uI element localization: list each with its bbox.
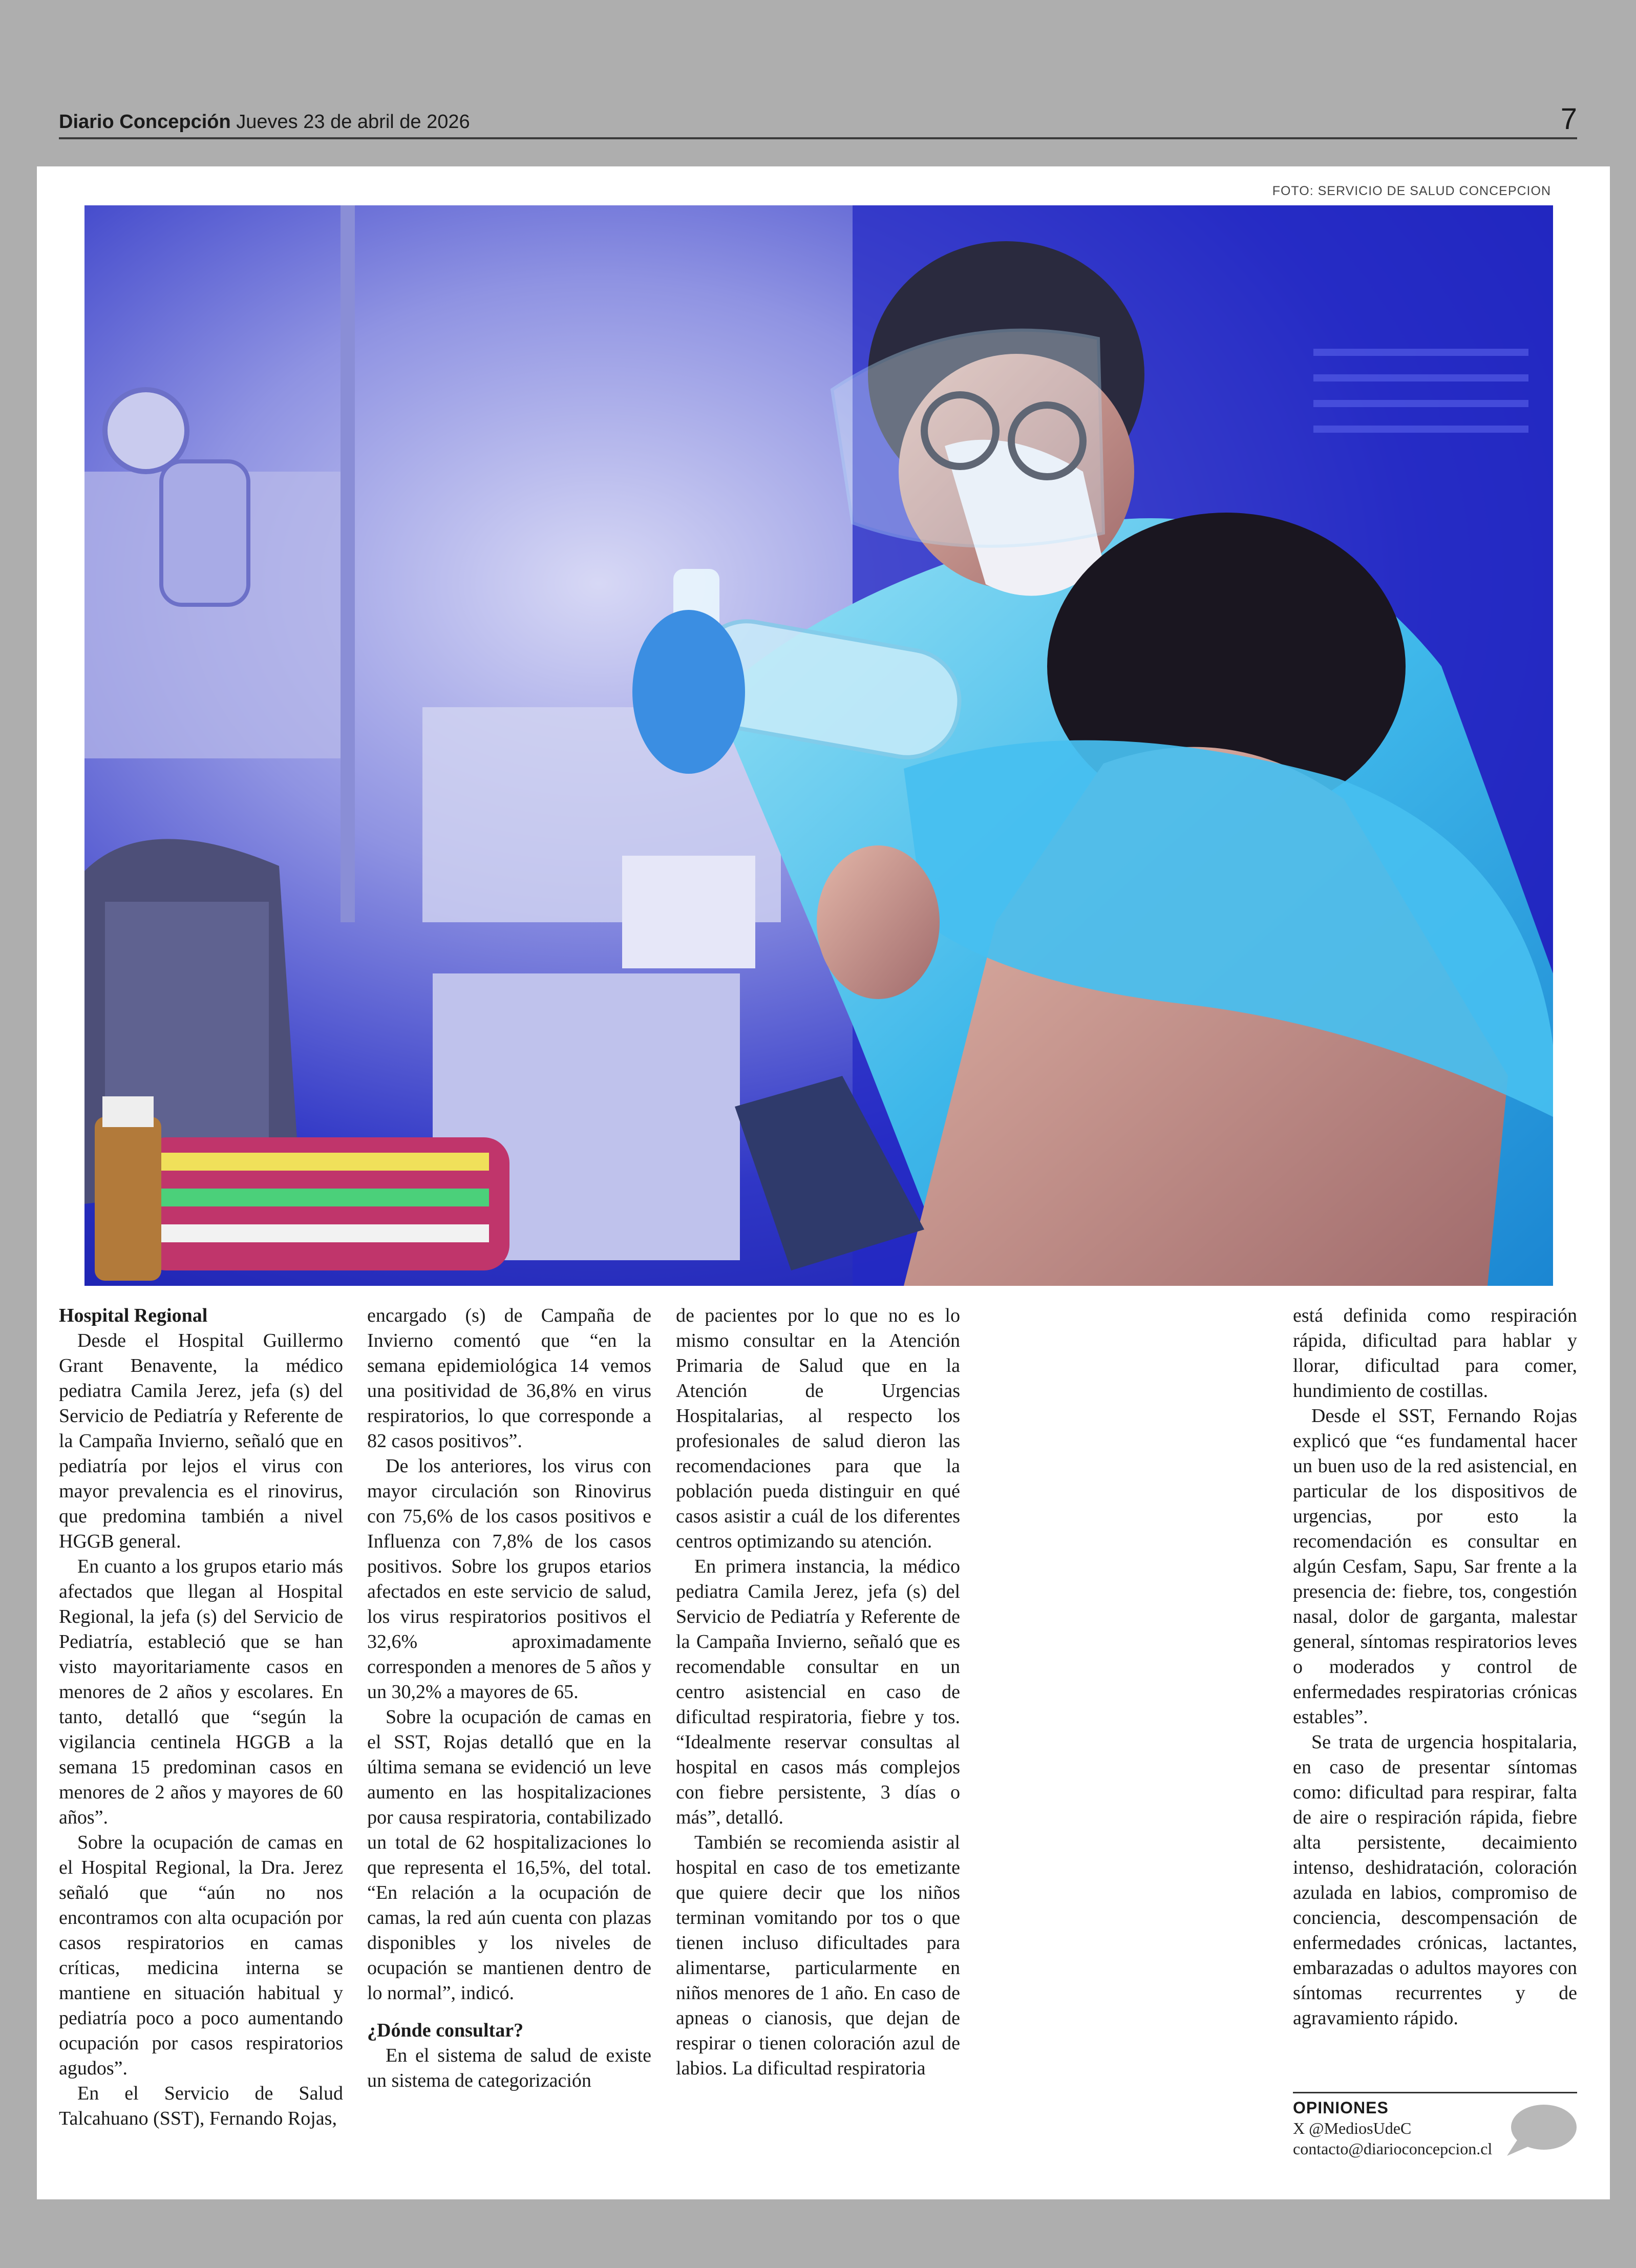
paragraph: Desde el SST, Fernando Rojas explicó que “es fundamental hacer un buen uso de la red asistencial, en particular de los dispositivos de urgencias, por esto la recomendación es consultar en algún Cesfam, Sapu, Sar frente a la presencia de: fiebre, tos, congestión nasal, dolor de garganta, malestar general, síntomas respiratorios leves o moderados y control de enfermedades respiratorias crónicas estables”. xyxy=(1293,1405,1577,1728)
paragraph: En el sistema de salud de existe un sistema de categorización xyxy=(367,2045,651,2091)
paragraph: encargado (s) de Campaña de Invierno comentó que “en la semana epidemiológica 14 vemos una positividad de 36,8% en virus respiratorios, lo que corresponde a 82 casos positivos”. xyxy=(367,1305,651,1452)
paragraph: En cuanto a los grupos etario más afectados que llegan al Hospital Regional, la jefa (s) del Servicio de Pediatría, estableció que se han visto mayoritariamente casos en menores de 2 años y escolares. En tanto, detalló que “según la vigilancia centinela HGGB a la semana 15 predominan casos en menores de 2 años y mayores de 60 años”. xyxy=(59,1556,343,1828)
newspaper-page xyxy=(37,166,1610,2199)
opinions-email[interactable]: contacto@diarioconcepcion.cl xyxy=(1293,2139,1493,2158)
publication-date: Jueves 23 de abril de 2026 xyxy=(236,111,470,133)
article-column-5 xyxy=(1293,1303,1577,2031)
paragraph: De los anteriores, los virus con mayor circulación son Rinovirus con 75,6% de los casos positivos e Influenza con 7,8% de los casos positivos. Sobre los grupos etarios afectados en este servicio de salud, los virus respiratorios positivos el 32,6% aproximadamente corresponden a menores de 5 años y un 30,2% a mayores de 65. xyxy=(367,1455,651,1703)
paragraph: está definida como respiración rápida, dificultad para hablar y llorar, dificultad para comer, hundimiento de costillas. xyxy=(1293,1305,1577,1402)
photo-illustration xyxy=(84,205,1553,1286)
page-number: 7 xyxy=(1560,102,1577,136)
paragraph: Sobre la ocupación de camas en el Hospital Regional, la Dra. Jerez señaló que “aún no nos encontramos con alta ocupación por casos respiratorios en camas críticas, medicina interna se mantiene en situación habitual y pediatría poco a poco aumentando ocupación por casos respiratorios agudos”. xyxy=(59,1832,343,2079)
paragraph: Sobre la ocupación de camas en el SST, Rojas detalló que en la última semana se evidenció un leve aumento en las hospitalizaciones por causa respiratoria, contabilizado un total de 62 hospitalizaciones lo que representa el 16,5%, del total. “En relación a la ocupación de camas, la red aún cuenta con plazas disponibles y los niveles de ocupación se mantienen dentro de lo normal”, indicó. xyxy=(367,1706,651,2004)
speech-bubble-icon xyxy=(1503,2103,1577,2159)
paragraph: Se trata de urgencia hospitalaria, en caso de presentar síntomas como: dificultad para respirar, falta de aire o respiración rápida, fiebre alta persistente, decaimiento intenso, deshidratación, coloración azulada en labios, compromiso de conciencia, descompensación de enfermedades crónicas, lactantes, embarazadas o adultos mayores con síntomas recurrentes y de agravamiento rápido. xyxy=(1293,1731,1577,2029)
paragraph: de pacientes por lo que no es lo mismo consultar en la Atención Primaria de Salud que en la Atención de Urgencias Hospitalarias, al respecto los profesionales de salud dieron las recomendaciones para que la población pueda distinguir en qué casos asistir a cuál de los diferentes centros optimizando su atención. xyxy=(676,1305,960,1552)
subheading-hospital-regional: Hospital Regional xyxy=(59,1305,208,1326)
article-column-3 xyxy=(676,1303,960,2081)
photo-credit: FOTO: SERVICIO DE SALUD CONCEPCION xyxy=(1272,184,1551,198)
opinions-title: OPINIONES xyxy=(1293,2099,1389,2117)
publication-line xyxy=(59,111,470,133)
paragraph: En el Servicio de Salud Talcahuano (SST), Fernando Rojas, xyxy=(59,2083,343,2129)
publication-name: Diario Concepción xyxy=(59,111,231,133)
paragraph: En primera instancia, la médico pediatra Camila Jerez, jefa (s) del Servicio de Pediatría y Referente de la Campaña Invierno, señaló que es recomendable consultar en un centro asistencial en caso de dificultad respiratoria, fiebre y tos. “Idealmente reservar consultas al hospital en casos más complejos con fiebre persistente, 3 días o más”, detalló. xyxy=(676,1556,960,1828)
article-column-1 xyxy=(59,1303,343,2131)
opinions-box xyxy=(1293,2092,1577,2159)
paragraph: También se recomienda asistir al hospital en caso de tos emetizante que quiere decir que los niños terminan vomitando por tos o que tienen incluso dificultades para alimentarse, particularmente en niños menores de 1 año. En caso de apneas o cianosis, que dejan de respirar o tienen coloración azul de labios. La dificultad respiratoria xyxy=(676,1832,960,2079)
article-column-2 xyxy=(367,1303,651,2093)
opinions-twitter: X @MediosUdeC xyxy=(1293,2119,1412,2137)
article-photo xyxy=(84,205,1553,1286)
subheading-donde-consultar: ¿Dónde consultar? xyxy=(367,2020,524,2041)
page-header xyxy=(59,97,1577,139)
paragraph: Desde el Hospital Guillermo Grant Benavente, la médico pediatra Camila Jerez, jefa (s) del Servicio de Pediatría y Referente de la Campaña Invierno, señaló que en pediatría por lejos el virus con mayor prevalencia es el rinovirus, que predomina también a nivel HGGB general. xyxy=(59,1330,343,1552)
